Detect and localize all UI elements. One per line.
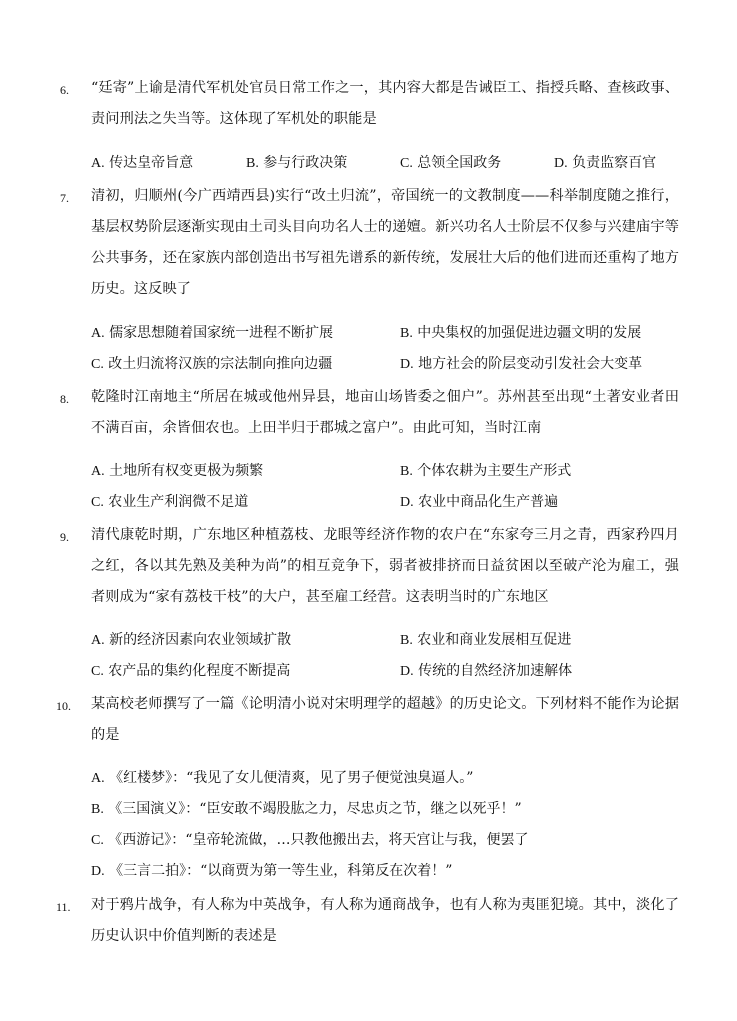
- option-d: D. 传统的自然经济加速解体: [400, 663, 573, 679]
- question-number: 7.: [60, 191, 69, 205]
- option-a: A. 《红楼梦》：“我见了女儿便清爽，见了男子便觉浊臭逼人。”: [91, 770, 474, 786]
- question-stem: 某高校老师撰写了一篇《论明清小说对宋明理学的超越》的历史论文。下列材料不能作为论据的是: [91, 696, 679, 743]
- option-d: D. 负责监察百官: [554, 155, 657, 171]
- option-b: B. 中央集权的加强促进边疆文明的发展: [400, 325, 642, 341]
- option-d: D. 《三言二拍》：“以商贾为第一等生业，科第反在次着！”: [91, 863, 453, 879]
- question-stem: 清初，归顺州(今广西靖西县)实行“改土归流”，帝国统一的文教制度——科举制度随之推行，基层权势阶层逐渐实现由土司头目向功名人士的递嬗。新兴功名人士阶层不仅参与兴建庙宇等公共事务，还在家族内部创造出书写祖先谱系的新传统，发展壮大后的他们进而还重构了地方历史。这反映了: [91, 188, 679, 297]
- option-c: C. 总领全国政务: [400, 155, 502, 171]
- question-stem: “廷寄”上谕是清代军机处官员日常工作之一，其内容大都是告诫臣工、指授兵略、查核政事、责问刑法之失当等。这体现了军机处的职能是: [91, 80, 679, 127]
- question-number: 9.: [60, 530, 69, 544]
- option-d: D. 地方社会的阶层变动引发社会大变革: [400, 356, 643, 372]
- option-a: A. 土地所有权变更极为频繁: [91, 463, 264, 479]
- option-b: B. 农业和商业发展相互促进: [400, 632, 572, 648]
- option-a: A. 传达皇帝旨意: [91, 155, 194, 171]
- question-number: 10.: [56, 699, 71, 713]
- option-c: C. 《西游记》：“皇帝轮流做，…只教他搬出去，将天宫让与我，便罢了: [91, 832, 529, 848]
- question-number: 8.: [60, 392, 69, 406]
- option-a: A. 儒家思想随着国家统一进程不断扩展: [91, 325, 334, 341]
- question-number: 6.: [60, 83, 69, 97]
- question-stem: 乾隆时江南地主“所居在城或他州异县，地亩山场皆委之佃户”。苏州甚至出现“土著安业者田不满百亩，余皆佃农也。上田半归于郡城之富户”。由此可知，当时江南: [91, 389, 679, 436]
- question-stem: 清代康乾时期，广东地区种植荔枝、龙眼等经济作物的农户在“东家夸三月之青，西家矜四月之红，各以其先熟及美种为尚”的相互竞争下，弱者被排挤而日益贫困以至破产沦为雇工，强者则成为“家有荔枝干枝”的大户，甚至雇工经营。这表明当时的广东地区: [91, 527, 679, 605]
- option-b: B. 参与行政决策: [246, 155, 348, 171]
- option-c: C. 改土归流将汉族的宗法制向推向边疆: [91, 356, 333, 372]
- option-c: C. 农产品的集约化程度不断提高: [91, 663, 291, 679]
- question-number: 11.: [56, 900, 71, 914]
- option-b: B. 个体农耕为主要生产形式: [400, 463, 572, 479]
- option-b: B. 《三国演义》：“臣安敢不竭股肱之力，尽忠贞之节，继之以死乎！”: [91, 801, 522, 817]
- option-d: D. 农业中商品化生产普遍: [400, 494, 559, 510]
- option-c: C. 农业生产利润微不足道: [91, 494, 249, 510]
- option-a: A. 新的经济因素向农业领域扩散: [91, 632, 292, 648]
- question-stem: 对于鸦片战争，有人称为中英战争，有人称为通商战争，也有人称为夷匪犯境。其中，淡化了历史认识中价值判断的表述是: [91, 897, 679, 944]
